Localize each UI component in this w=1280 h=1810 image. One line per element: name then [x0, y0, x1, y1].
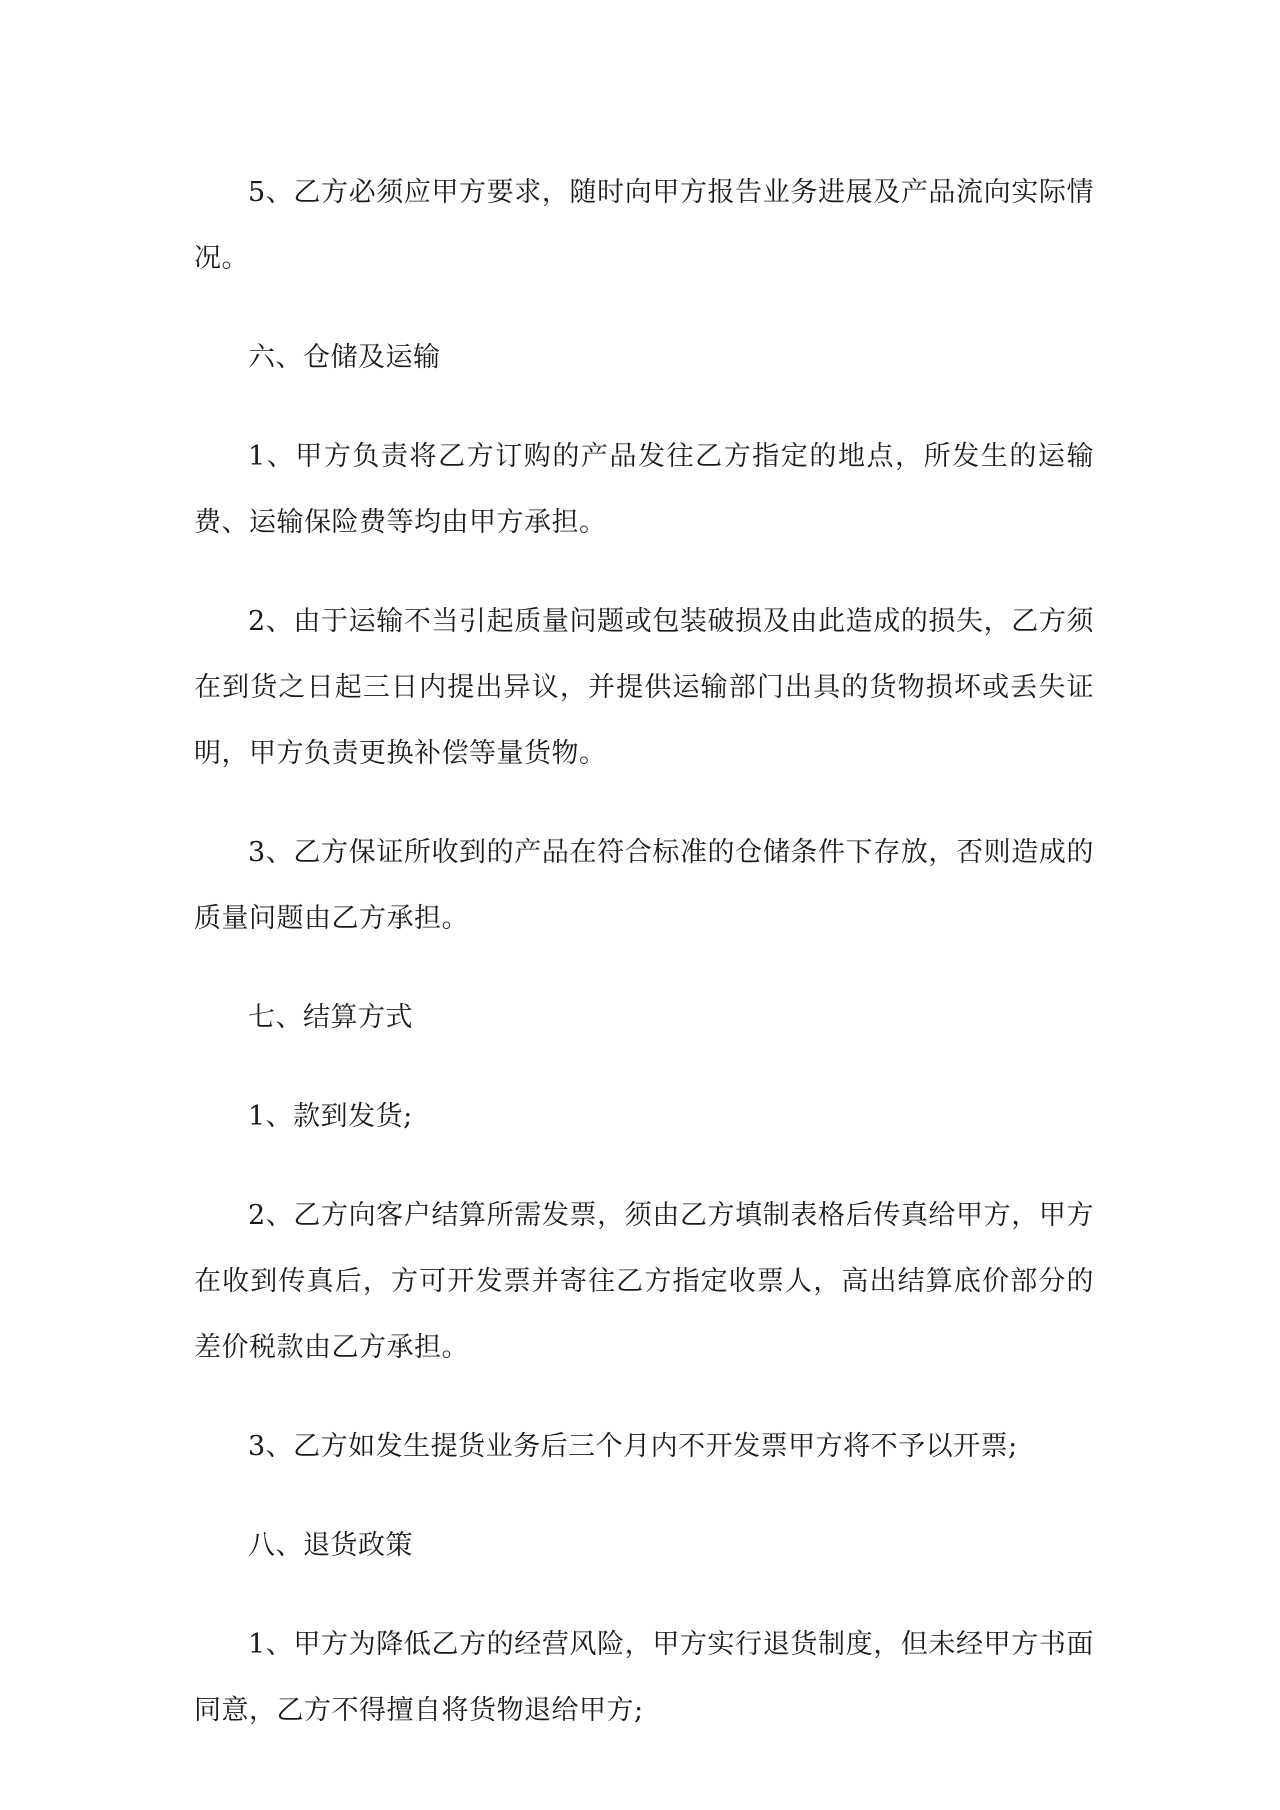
- paragraph-gap: [194, 1579, 1094, 1612]
- paragraph-invoice-deadline: 3、乙方如发生提货业务后三个月内不开发票甲方将不予以开票;: [248, 1431, 1018, 1462]
- paragraph-gap: [194, 787, 1094, 820]
- paragraph-gap: [194, 1051, 1094, 1084]
- paragraph-transport-damage: 2、由于运输不当引起质量问题或包装破损及由此造成的损失，乙方须在到货之日起三日内提出异议，并提供运输部门出具的货物损坏或丢失证明，甲方负责更换补偿等量货物。: [194, 606, 1094, 769]
- paragraph-gap: [194, 391, 1094, 424]
- paragraph-gap: [194, 292, 1094, 325]
- paragraph-gap: [194, 952, 1094, 985]
- paragraph-gap: [194, 1381, 1094, 1414]
- paragraph-return-rule: 1、甲方为降低乙方的经营风险，甲方实行退货制度，但未经甲方书面同意，乙方不得擅自将货物退给甲方;: [194, 1629, 1094, 1726]
- paragraph-payment-before-delivery: 1、款到发货;: [248, 1101, 413, 1132]
- section-heading-settlement: 七、结算方式: [248, 1002, 413, 1033]
- paragraph-gap: [194, 1150, 1094, 1183]
- paragraph-shipping-cost: 1、甲方负责将乙方订购的产品发往乙方指定的地点，所发生的运输费、运输保险费等均由甲方承担。: [194, 441, 1094, 538]
- paragraph-invoice-process: 2、乙方向客户结算所需发票，须由乙方填制表格后传真给甲方，甲方在收到传真后，方可开发票并寄往乙方指定收票人，高出结算底价部分的差价税款由乙方承担。: [194, 1200, 1094, 1363]
- paragraph-report-requirement: 5、乙方必须应甲方要求，随时向甲方报告业务进展及产品流向实际情况。: [194, 177, 1094, 274]
- paragraph-storage-conditions: 3、乙方保证所收到的产品在符合标准的仓储条件下存放，否则造成的质量问题由乙方承担。: [194, 837, 1094, 934]
- section-heading-return-policy: 八、退货政策: [248, 1530, 413, 1561]
- paragraph-gap: [194, 556, 1094, 589]
- document-page: [194, 160, 1094, 1744]
- section-heading-storage-transport: 六、仓储及运输: [248, 342, 441, 373]
- paragraph-gap: [194, 1480, 1094, 1513]
